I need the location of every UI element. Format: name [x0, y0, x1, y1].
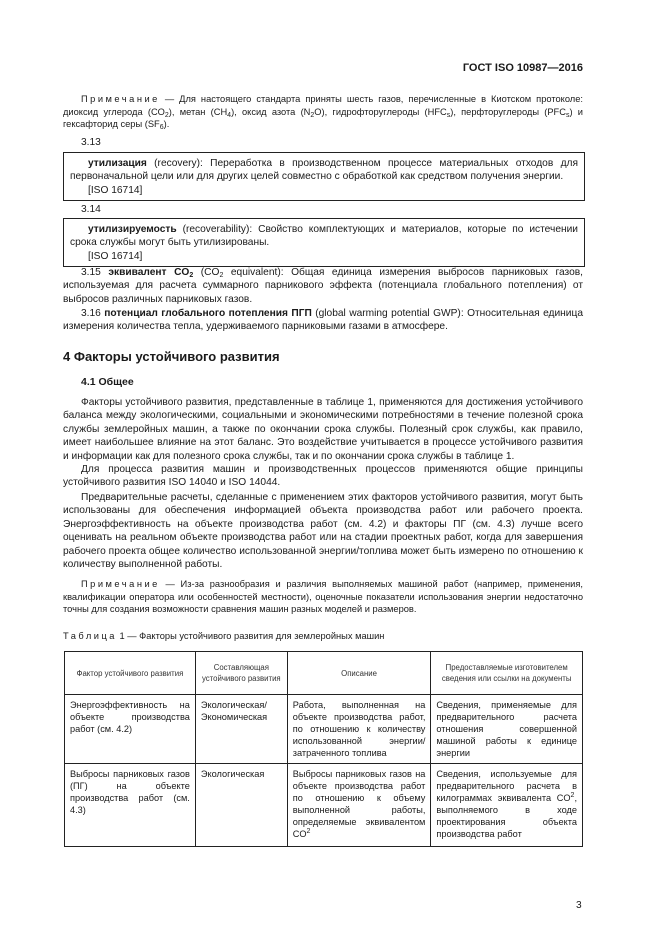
table-cell: Выбросы парниковых газов (ПГ) на объекте производства работ (см. 4.3) [65, 764, 196, 847]
table-cell: Энергоэффективность на объекте производства работ (см. 4.2) [65, 695, 196, 764]
term-name: утилизация [88, 158, 147, 169]
superscript: 2 [570, 792, 575, 799]
term-number: 3.16 [81, 308, 105, 319]
term-text: (recovery): Переработка в производственном процессе материальных отходов для первоначальной цели или для других целей совместно с обработкой как средством получения энергии. [70, 158, 578, 183]
table-cell [431, 764, 583, 847]
table-cell: Экологическая [195, 764, 287, 847]
term-name: утилизируемость [88, 224, 177, 235]
note-text: ), перфторуглероды (PFC [450, 106, 566, 117]
subscript: s [565, 111, 570, 119]
subscript: 2 [219, 272, 224, 279]
term-name-text: эквивалент CO [108, 267, 190, 278]
caption-text: 1 — Факторы устойчивого развития для землеройных машин [116, 631, 385, 641]
term-number: 3.15 [81, 267, 109, 278]
subscript: 6 [159, 124, 164, 132]
term-number-3-13: 3.13 [81, 137, 101, 148]
note-label: Примечание [81, 579, 160, 589]
note-text: O), гидрофторуглероды (HFC [314, 106, 447, 117]
term-name: потенциал глобального потепления ПГП [104, 308, 312, 319]
term-3-16 [63, 307, 583, 334]
term-text: equivalent): Общая единица измерения выбросов парниковых газов, используемая для расчета суммарного парникового эффекта (потенциала глобального потепления) от выбросов различных парниковых газов. [63, 267, 583, 305]
section-heading: 4 Факторы устойчивого развития [63, 349, 280, 364]
note-text: ) и гексафторид серы (SF [63, 106, 583, 130]
subscript: 2 [189, 272, 194, 279]
page-number: 3 [576, 900, 582, 911]
note-energy [63, 578, 583, 616]
column-header: Описание [287, 652, 431, 695]
term-3-15 [63, 266, 583, 306]
subscript: 2 [164, 111, 169, 119]
paragraph: Факторы устойчивого развития, представленные в таблице 1, применяются для достижения устойчивого баланса между экологическими, социальными и экономическими потребностями в течение полезной срока службы землеройных машин, а также по окончании срока службы. Полезный срок службы, как правило, имеет наибольшее влияние на этот баланс. Это воздействие учитывается в процессе устойчивого развития и информации как для полезного срока службы, так и по окончании срока службы в таблице 1. [63, 397, 583, 462]
document-header: ГОСТ ISO 10987—2016 [462, 62, 583, 74]
column-header: Фактор устойчивого развития [65, 652, 196, 695]
term-text: (global warming potential GWP): Относительная единица измерения количества тепла, удерживаемого парниковыми газами в атмосфере. [63, 308, 583, 333]
paragraph: Для процесса развития машин и производственных процессов применяются общие принципы устойчивого развития ISO 14040 и ISO 14044. [63, 464, 583, 489]
note-text: — Из-за разнообразия и различия выполняемых машиной работ (например, применения, квалификации оператора или особенностей местности), оценочные показатели использования энергии недостаточно точны для создания возможности сравнения машин разных моделей и размеров. [63, 579, 583, 615]
note-label: Примечание [81, 94, 160, 104]
caption-label: Таблица [63, 631, 117, 641]
term-reference: [ISO 16714] [88, 184, 143, 196]
subsection-heading: 4.1 Общее [81, 376, 134, 388]
table-row [65, 764, 583, 847]
cell-text: Сведения, используемые для предварительного расчета в килограммах эквивалента CO [436, 769, 577, 803]
subscript: 2 [310, 111, 315, 119]
table-cell: Сведения, применяемые для предварительного расчета отношения совершенной машиной работы к единице энергии [431, 695, 583, 764]
term-text: (CO [193, 267, 220, 278]
term-text: (recoverability): Свойство комплектующих и материалов, которые по истечении срока службы могут быть утилизированы. [70, 224, 578, 249]
sustainability-factors-table [64, 651, 583, 847]
table-caption [63, 630, 384, 643]
note-text: ), метан (CH [168, 106, 228, 117]
table-cell: Работа, выполненная на объекте производства работ, по отношению к количеству использованной энергии/затраченного топлива [287, 695, 431, 764]
note-gases [63, 93, 583, 131]
table-cell [287, 764, 431, 847]
subscript: 4 [227, 111, 232, 119]
note-text: — Для настоящего стандарта приняты шесть газов, перечисленные в Киотском протоколе: диоксид углерода (CO [63, 94, 583, 117]
note-text: ), оксид азота (N [231, 106, 311, 117]
column-header: Составляющая устойчивого развития [195, 652, 287, 695]
term-number-3-14: 3.14 [81, 204, 101, 215]
note-text: ). [163, 119, 170, 130]
term-name [108, 267, 193, 278]
term-box-recovery [63, 152, 585, 201]
column-header: Предоставляемые изготовителем сведения или ссылки на документы [431, 652, 583, 695]
subscript: s [446, 111, 451, 119]
table-header-row [65, 652, 583, 695]
term-reference: [ISO 16714] [88, 250, 143, 262]
paragraph: Предварительные расчеты, сделанные с применением этих факторов устойчивого развития, могут быть использованы для обеспечения информацией объекта производства работ или рабочего проекта. Энергоэффективность на объекте производства работ (см. 4.2) и факторы ПГ (см. 4.3) лучше всего оценивать на реальном объекте производства работ или на стадии проектных работ, когда для завершения рабочего проекта общее количество использованной энергии/топлива может быть измерено по отношению к количеству выполненной работы. [63, 492, 583, 571]
cell-text: Выбросы парниковых газов на объекте производства работ по отношению к объему выполненной работы, определяемые эквивалентом CO [292, 769, 426, 839]
cell-text: , выполняемого в ходе проектирования объекта производства работ [436, 793, 577, 839]
term-definition [70, 157, 578, 184]
table-row [65, 695, 583, 764]
superscript: 2 [306, 828, 311, 835]
table-cell: Экологическая/ Экономическая [195, 695, 287, 764]
term-box-recoverability [63, 218, 585, 267]
term-definition [70, 223, 578, 250]
